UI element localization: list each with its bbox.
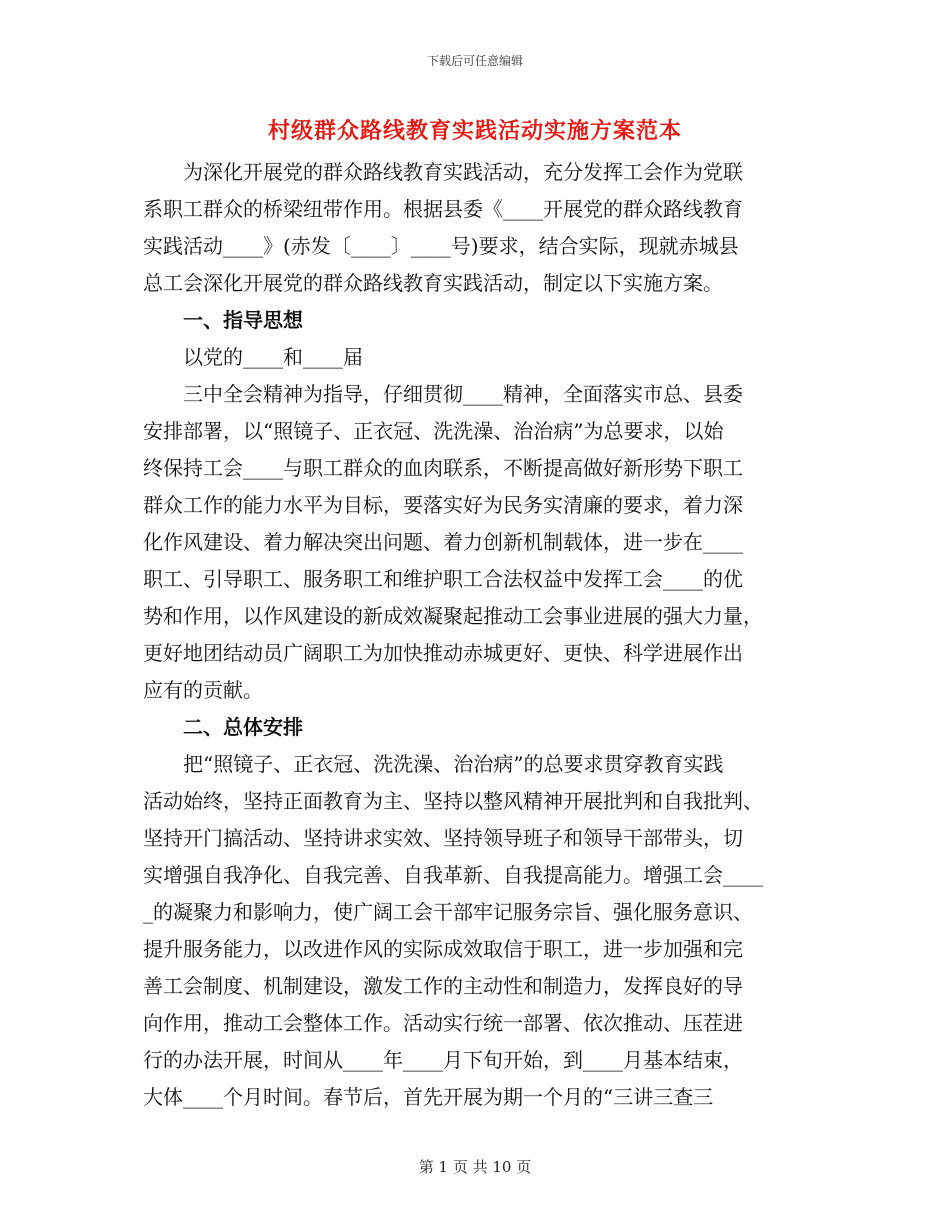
body-line: 应有的贡献。 [143,678,263,702]
body-line: 为深化开展党的群众路线教育实践活动，充分发挥工会作为党联 [143,160,743,184]
document-body [143,154,803,1116]
body-line: 向作用，推动工会整体工作。活动实行统一部署、依次推动、压茬进 [143,1011,743,1035]
body-line: 更好地团结动员广阔职工为加快推动赤城更好、更快、科学进展作出 [143,641,743,665]
body-line: 安排部署，以“照镜子、正衣冠、洗洗澡、治治病”为总要求，以始 [143,419,724,443]
body-line: 群众工作的能力水平为目标，要落实好为民务实清廉的要求，着力深 [143,493,743,517]
section-heading-guiding-ideology: 一、指导思想 [143,308,303,332]
body-line: 以党的____和____届 [143,345,363,369]
body-line: 化作风建设、着力解决突出问题、着力创新机制载体，进一步在____ [143,530,743,554]
body-line: 实增强自我净化、自我完善、自我革新、自我提高能力。增强工会____ [143,863,763,887]
document-title: 村级群众路线教育实践活动实施方案范本 [267,118,682,144]
body-line: 坚持开门搞活动、坚持讲求实效、坚持领导班子和领导干部带头，切 [143,826,743,850]
body-line: 势和作用，以作风建设的新成效凝聚起推动工会事业进展的强大力量， [143,604,763,628]
body-line: 把“照镜子、正衣冠、洗洗澡、治治病”的总要求贯穿教育实践 [143,752,724,776]
body-line: 大体____个月时间。春节后，首先开展为期一个月的“三讲三查三 [143,1085,714,1109]
body-line: 系职工群众的桥梁纽带作用。根据县委《____开展党的群众路线教育 [143,197,743,221]
page-header-note: 下载后可任意编辑 [426,54,523,68]
page-footer-page-number: 第 1 页 共 10 页 [418,1158,532,1176]
body-line: _的凝聚力和影响力，使广阔工会干部牢记服务宗旨、强化服务意识、 [143,900,753,924]
body-line: 行的办法开展，时间从____年____月下旬开始，到____月基本结束， [143,1048,743,1072]
body-line: 实践活动____》(赤发〔____〕____号)要求，结合实际，现就赤城县 [143,234,739,258]
body-line: 提升服务能力，以改进作风的实际成效取信于职工，进一步加强和完 [143,937,743,961]
body-line: 善工会制度、机制建设，激发工作的主动性和制造力，发挥良好的导 [143,974,743,998]
body-line: 三中全会精神为指导，仔细贯彻____精神，全面落实市总、县委 [143,382,743,406]
body-line: 职工、引导职工、服务职工和维护职工合法权益中发挥工会____的优 [143,567,743,591]
body-line: 总工会深化开展党的群众路线教育实践活动，制定以下实施方案。 [143,271,723,295]
body-line: 终保持工会____与职工群众的血肉联系，不断提高做好新形势下职工 [143,456,743,480]
body-line: 活动始终，坚持正面教育为主、坚持以整风精神开展批判和自我批判、 [143,789,763,813]
section-heading-overall-arrangement: 二、总体安排 [143,715,303,739]
